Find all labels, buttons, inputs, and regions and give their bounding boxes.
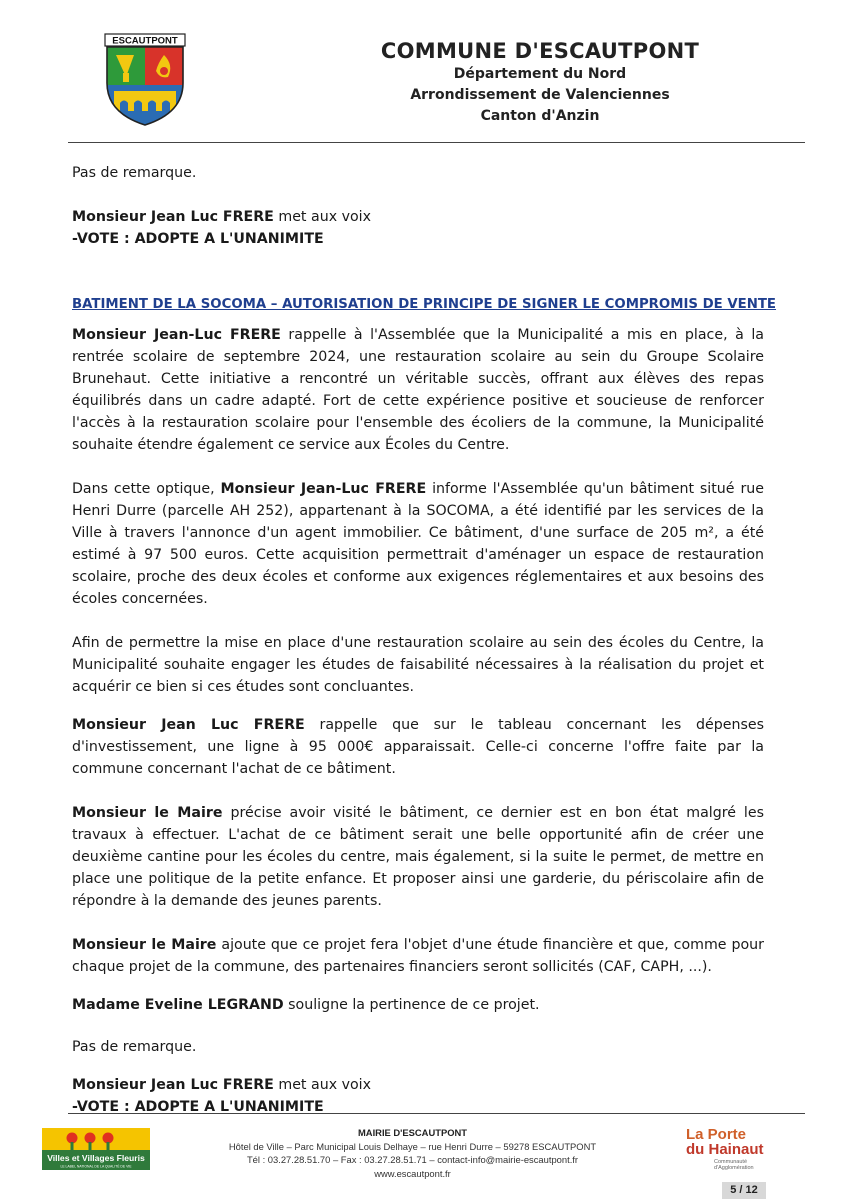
logo-line-1: La Porte xyxy=(686,1126,747,1143)
remark-paragraph: Pas de remarque. xyxy=(72,1039,197,1055)
speaker-name: Monsieur le Maire xyxy=(72,937,217,953)
footer-address: Hôtel de Ville – Parc Municipal Louis Delhaye – rue Henri Durre – 59278 ESCAUTPONT xyxy=(228,1140,597,1152)
document-body xyxy=(72,162,777,1118)
speaker-name: Madame Eveline LEGRAND xyxy=(72,997,284,1013)
vote-statement: Monsieur Jean Luc FRERE met aux voix xyxy=(72,1077,372,1093)
escautpont-crest-logo xyxy=(104,33,186,127)
body-paragraph: Monsieur le Maire ajoute que ce projet fera l'objet d'une étude financière et que, comme pour chaque projet de la commune, des partenaires financiers seront sollicités (CAF, CAPH, ...). xyxy=(72,937,764,975)
body-paragraph: Monsieur Jean-Luc FRERE rappelle à l'Assemblée que la Municipalité a mis en place, à la rentrée scolaire de septembre 2024, une restauration scolaire au sein du Groupe Scolaire Brunehaut. Cette initiative a rencontré un véritable succès, offrant aux élèves des repas équilibrés dans un cadre adapté. Fort de cette expérience positive et soucieuse de renforcer l'accès à la restauration scolaire pour l'ensemble des écoliers de la commune, la Municipalité souhaite étendre également ce service aux Écoles du Centre. xyxy=(72,327,765,453)
page-number: 5 / 12 xyxy=(722,1182,766,1199)
header-divider xyxy=(68,142,805,143)
speaker-name: Monsieur Jean Luc FRERE xyxy=(72,717,305,733)
footer-address-block xyxy=(205,1126,620,1180)
arrondissement-line: Arrondissement de Valenciennes xyxy=(410,87,670,103)
crest-label: ESCAUTPONT xyxy=(112,35,178,47)
speaker-name: Monsieur Jean-Luc FRERE xyxy=(72,327,281,343)
speaker-name: Monsieur le Maire xyxy=(72,805,223,821)
footer-website: www.escautpont.fr xyxy=(374,1167,451,1179)
logo-line-2: du Hainaut xyxy=(686,1141,764,1158)
department-line: Département du Nord xyxy=(453,66,627,82)
speaker-name: Monsieur Jean-Luc FRERE xyxy=(220,481,427,497)
footer-contact: Tél : 03.27.28.51.70 – Fax : 03.27.28.51.71 – contact-info@mairie-escautpont.fr xyxy=(246,1154,579,1165)
canton-line: Canton d'Anzin xyxy=(480,108,600,124)
vote-statement: Monsieur Jean Luc FRERE met aux voix xyxy=(72,209,372,225)
speaker-name: Monsieur Jean Luc FRERE xyxy=(72,1077,274,1093)
vvf-sublabel: LE LABEL NATIONAL DE LA QUALITÉ DE VIE xyxy=(60,1164,132,1169)
speaker-name: Monsieur Jean Luc FRERE xyxy=(72,209,274,225)
la-porte-du-hainaut-logo xyxy=(686,1127,786,1171)
villes-villages-fleuris-logo xyxy=(42,1128,150,1170)
footer-divider xyxy=(68,1113,805,1114)
section-heading: BATIMENT DE LA SOCOMA – AUTORISATION DE PRINCIPE DE SIGNER LE COMPROMIS DE VENTE xyxy=(72,297,777,312)
vvf-label: Villes et Villages Fleuris xyxy=(47,1153,145,1163)
footer-title: MAIRIE D'ESCAUTPONT xyxy=(357,1127,467,1138)
body-paragraph: Monsieur le Maire précise avoir visité le bâtiment, ce dernier est en bon état malgré les travaux à effectuer. L'achat de ce bâtiment serait une belle opportunité afin de créer une deuxième cantine pour les écoles du centre, mais également, si la suite le permet, de mettre en place une politique de la petite enfance. Et proposer ainsi une garderie, du périscolaire afin de répondre à la demande des jeunes parents. xyxy=(72,805,764,909)
vote-result: -VOTE : ADOPTE A L'UNANIMITE xyxy=(72,231,324,247)
body-paragraph: Dans cette optique, Monsieur Jean-Luc FRERE informe l'Assemblée qu'un bâtiment situé rue Henri Durre (parcelle AH 252), appartenant à la SOCOMA, a été identifié par les services de la Ville à travers l'annonce d'un agent immobilier. Ce bâtiment, d'une surface de 205 m², a été estimé à 97 500 euros. Cette acquisition permettrait d'aménager un espace de restauration scolaire, proche des deux écoles et conforme aux exigences réglementaires et aux besoins des écoles concernées. xyxy=(72,481,764,607)
commune-title: COMMUNE D'ESCAUTPONT xyxy=(380,39,700,63)
vote-result: -VOTE : ADOPTE A L'UNANIMITE xyxy=(72,1099,324,1115)
logo-line-3: Communauté d'Agglomération xyxy=(714,1159,754,1171)
body-paragraph: Afin de permettre la mise en place d'une restauration scolaire au sein des écoles du Centre, la Municipalité souhaite engager les études de faisabilité nécessaires à la réalisation du projet et acquérir ce bien si ces études sont concluantes. xyxy=(72,635,764,695)
body-paragraph: Madame Eveline LEGRAND souligne la pertinence de ce projet. xyxy=(72,997,540,1013)
remark-paragraph: Pas de remarque. xyxy=(72,165,197,181)
body-paragraph: Monsieur Jean Luc FRERE rappelle que sur le tableau concernant les dépenses d'investissement, une ligne à 95 000€ apparaissait. Celle-ci concerne l'offre faite par la commune concernant l'achat de ce bâtiment. xyxy=(72,717,764,777)
letterhead xyxy=(330,38,750,127)
